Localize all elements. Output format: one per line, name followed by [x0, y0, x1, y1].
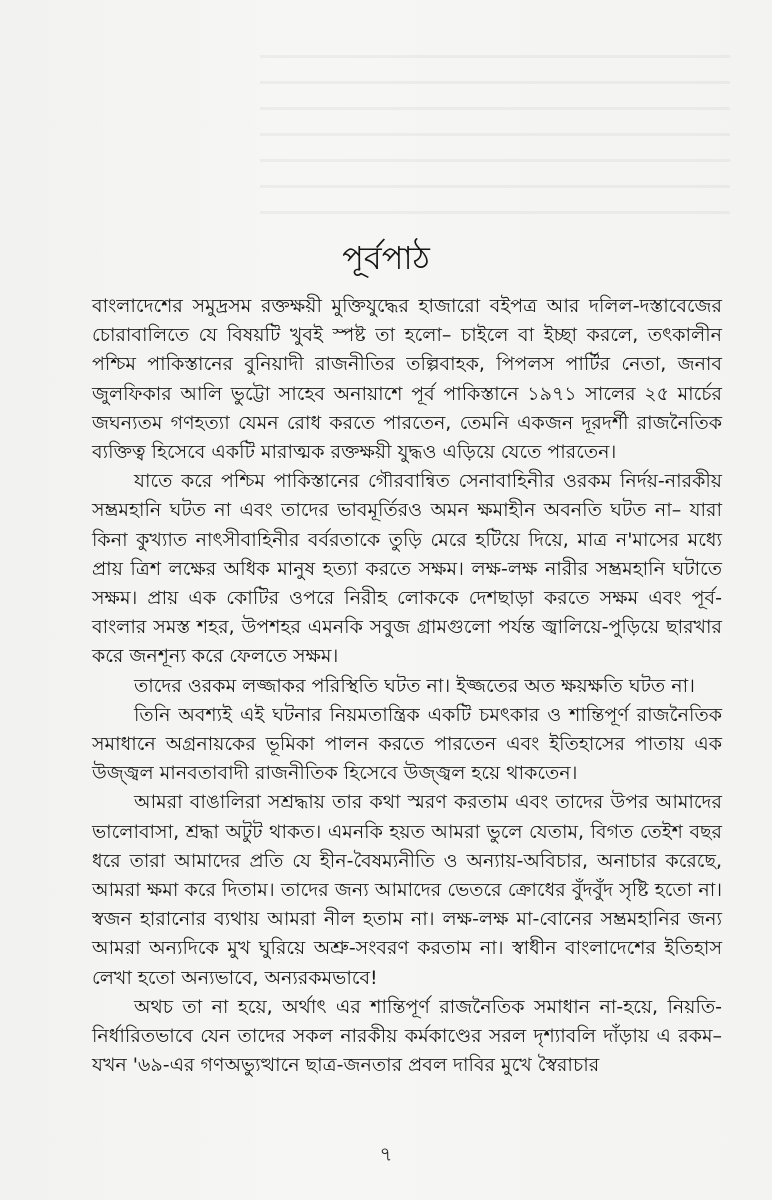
show-through-text	[260, 55, 730, 215]
paragraph-2: যাতে করে পশ্চিম পাকিস্তানের গৌরবান্বিত সেনাবাহিনীর ওরকম নির্দয়-নারকীয় সম্ভ্রমহানি ঘটত না এবং তাদের ভাবমূর্তিরও অমন ক্ষমাহীন অবনতি ঘটত না– যারা কিনা কুখ্যাত নাৎসীবাহিনীর বর্বরতাকে তুড়ি মেরে হটিয়ে দিয়ে, মাত্র ন'মাসের মধ্যে প্রায় ত্রিশ লক্ষের অধিক মানুষ হত্যা করতে সক্ষম। লক্ষ-লক্ষ নারীর সম্ভ্রমহানি ঘটাতে সক্ষম। প্রায় এক কোটির ওপরে নিরীহ লোককে দেশছাড়া করতে সক্ষম এবং পূর্ব-বাংলার সমস্ত শহর, উপশহর এমনকি সবুজ গ্রামগুলো পর্যন্ত জ্বালিয়ে-পুড়িয়ে ছারখার করে জনশূন্য করে ফেলতে সক্ষম।	[92, 470, 722, 668]
body-text	[92, 292, 722, 1080]
page-number: ৭	[379, 1142, 393, 1166]
paragraph-1: বাংলাদেশের সমুদ্রসম রক্তক্ষয়ী মুক্তিযুদ্ধের হাজারো বইপত্র আর দলিল-দস্তাবেজের চোরাবালিতে যে বিষয়টি খুবই স্পষ্ট তা হলো– চাইলে বা ইচ্ছা করলে, তৎকালীন পশ্চিম পাকিস্তানের বুনিয়াদী রাজনীতির তল্পিবাহক, পিপলস পার্টির নেতা, জনাব জুলফিকার আলি ভুট্টো সাহেব অনায়াশে পূর্ব পাকিস্তানে ১৯৭১ সালের ২৫ মার্চের জঘন্যতম গণহত্যা যেমন রোধ করতে পারতেন, তেমনি একজন দূরদর্শী রাজনৈতিক ব্যক্তিত্ব হিসেবে একটি মারাত্মক রক্তক্ষয়ী যুদ্ধও এড়িয়ে যেতে পারতেন।	[92, 295, 722, 464]
paragraph-4: তিনি অবশ্যই এই ঘটনার নিয়মতান্ত্রিক একটি চমৎকার ও শান্তিপূর্ণ রাজনৈতিক সমাধানে অগ্রনায়কের ভূমিকা পালন করতে পারতেন এবং ইতিহাসের পাতায় এক উজ্জ্বল মানবতাবাদী রাজনীতিক হিসেবে উজ্জ্বল হয়ে থাকতেন।	[92, 703, 722, 785]
paragraph-3: তাদের ওরকম লজ্জাকর পরিস্থিতি ঘটত না। ইজ্জতের অত ক্ষয়ক্ষতি ঘটত না।	[134, 674, 695, 697]
paragraph-5: আমরা বাঙালিরা সশ্রদ্ধায় তার কথা স্মরণ করতাম এবং তাদের উপর আমাদের ভালোবাসা, শ্রদ্ধা অটুট থাকত। এমনকি হয়ত আমরা ভুলে যেতাম, বিগত তেইশ বছর ধরে তারা আমাদের প্রতি যে হীন-বৈষম্যনীতি ও অন্যায়-অবিচার, অনাচার করেছে, আমরা ক্ষমা করে দিতাম। তাদের জন্য আমাদের ভেতরে ক্রোধের বুঁদবুঁদ সৃষ্টি হতো না। স্বজন হারানোর ব্যথায় আমরা নীল হতাম না। লক্ষ-লক্ষ মা-বোনের সম্ভ্রমহানির জন্য আমরা অন্যদিকে মুখ ঘুরিয়ে অশ্রু-সংবরণ করতাম না। স্বাধীন বাংলাদেশের ইতিহাস লেখা হতো অন্যভাবে, অন্যরকমভাবে!	[92, 791, 722, 989]
chapter-heading: পূর্বপাঠ	[342, 239, 430, 277]
paragraph-6: অথচ তা না হয়ে, অর্থাৎ এর শান্তিপূর্ণ রাজনৈতিক সমাধান না-হয়ে, নিয়তি-নির্ধারিতভাবে যেন তাদের সকল নারকীয় কর্মকাণ্ডের সরল দৃশ্যাবলি দাঁড়ায় এ রকম– যখন '৬৯-এর গণঅভ্যুত্থানে ছাত্র-জনতার প্রবল দাবির মুখে স্বৈরাচার	[92, 995, 722, 1077]
